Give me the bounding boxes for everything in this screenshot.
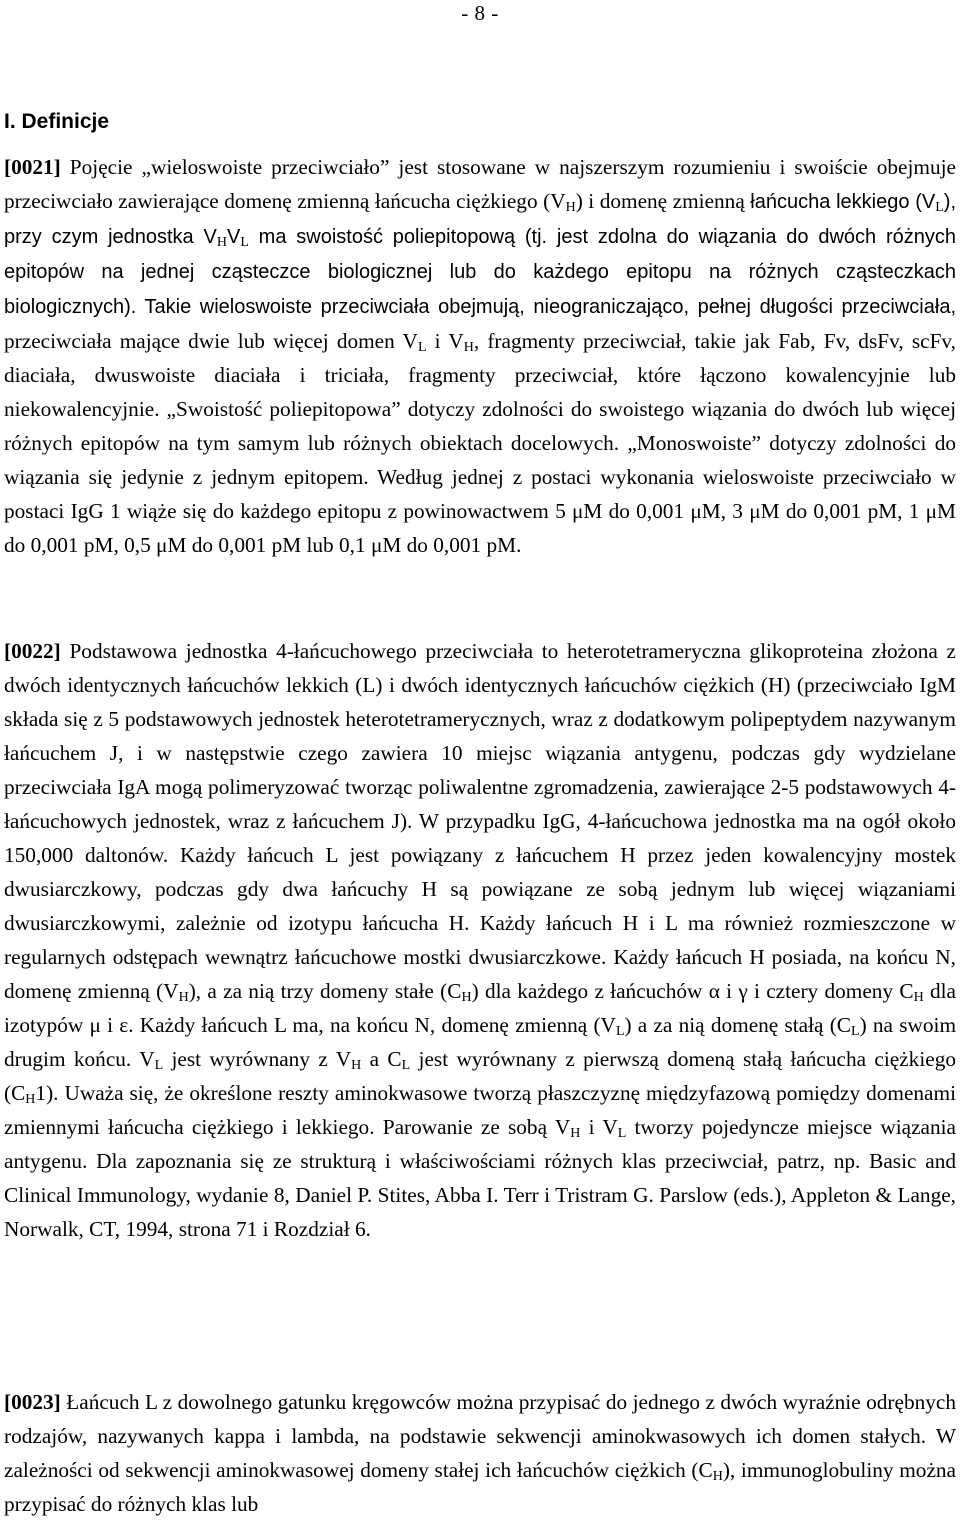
subscript: L xyxy=(417,340,427,355)
text-run: Pojęcie „wieloswoiste przeciwciało” jest stosowane w najszerszym rozumieniu i swoiście obejmuje przeciwciało zawierające domenę zmienną łańcucha ciężkiego (V xyxy=(4,155,956,213)
text-run: , fragmenty przeciwciał, takie jak Fab, Fv, dsFv, scFv, diaciała, dwuswoiste diaciała i triciała, fragmenty przeciwciał, które łączono kowalencyjnie lub niekowalencyjnie. „Swoistość poliepitopowa” dotyczy zdolności do swoistego wiązania do dwóch lub więcej różnych epitopów na tym samym lub różnych obiektach docelowych. „Monoswoiste” dotyczy zdolności do wiązania się jedynie z jednym epitopem. Według jednej z postaci wykonania wieloswoiste przeciwciało w postaci IgG 1 wiąże się do każdego epitopu z powinowactwem 5 μM do 0,001 μM, 3 μM do 0,001 pM, 1 μM do 0,001 pM, 0,5 μM do 0,001 pM lub 0,1 μM do 0,001 pM. xyxy=(4,329,957,557)
page-number: - 8 - xyxy=(461,1,499,25)
subscript: H xyxy=(463,340,474,355)
subscript: H xyxy=(216,235,227,250)
subscript: H xyxy=(25,1092,36,1107)
subscript: H xyxy=(913,990,924,1005)
text-run: ) i domenę zmienną xyxy=(575,189,751,213)
text-run: ), immunoglobuliny można przypisać do różnych klas lub xyxy=(4,1458,957,1516)
text-run: ) dla każdego z łańcuchów α i γ i cztery domeny C xyxy=(471,979,914,1003)
subscript: H xyxy=(565,200,576,215)
subscript: L xyxy=(851,1024,860,1039)
paragraph-body xyxy=(4,1390,956,1516)
text-run: a C xyxy=(361,1047,402,1071)
text-run: V xyxy=(226,226,241,248)
text-run: Podstawowa jednostka 4-łańcuchowego przeciwciała to heterotetrameryczna glikoproteina złożona z dwóch identycznych łańcuchów lekkich (L) i dwóch identycznych łańcuchów ciężkich (H) (przeciwciało IgM składa się z 5 podstawowych jednostek heterotetramerycznych, wraz z dodatkowym polipeptydem nazywanym łańcuchem J, i w następstwie czego zawiera 10 miejsc wiązania antygenu, podczas gdy wydzielane przeciwciała IgA mogą polimeryzować tworząc poliwalentne zgromadzenia, zawierające 2-5 podstawowych 4-łańcuchowych jednostek, wraz z łańcuchem J). W przypadku IgG, 4-łańcuchowa jednostka ma na ogół około 150,000 daltonów. Każdy łańcuch L jest powiązany z łańcuchem H przez jeden kowalencyjny mostek dwusiarczkowy, podczas gdy dwa łańcuchy H są powiązane ze sobą jednym lub więcej wiązaniami dwusiarczkowymi, zależnie od izotypu łańcucha H. Każdy łańcuch H i L ma również rozmieszczone w regularnych odstępach wewnątrz łańcuchowe mostki dwusiarczkowe. Każdy łańcuch H posiada, na końcu N, domenę zmienną (V xyxy=(4,639,956,1003)
text-run: 1). Uważa się, że określone reszty aminokwasowe tworzą płaszczyznę międzyfazową pomiędzy domenami zmiennymi łańcucha ciężkiego i lekkiego. Parowanie ze sobą V xyxy=(4,1081,956,1139)
paragraph-body xyxy=(4,639,956,1241)
subscript: H xyxy=(461,990,472,1005)
paragraph-0021 xyxy=(4,150,956,562)
paragraph-0022 xyxy=(4,634,956,1246)
text-run: tworzy pojedyncze miejsce wiązania antygenu. Dla zapoznania się ze strukturą i właściwościami różnych klas przeciwciał, patrz, np. Basic and Clinical Immunology, wydanie 8, Daniel P. Stites, Abba I. Terr i Tristram G. Parslow (eds.), Appleton & Lange, Norwalk, CT, 1994, strona 71 i Rozdział 6. xyxy=(4,1115,957,1241)
paragraph-id: [0023] xyxy=(4,1390,61,1414)
paragraph-id: [0022] xyxy=(4,639,61,663)
text-run: dla izotypów μ i ε. Każdy łańcuch L ma, na końcu N, domenę zmienną (V xyxy=(4,979,956,1037)
subscript: L xyxy=(240,235,249,250)
text-run: ) na swoim drugim końcu. V xyxy=(4,1013,957,1071)
subscript: H xyxy=(712,1469,723,1484)
subscript: L xyxy=(935,200,944,215)
text-run: przeciwciała mające dwie lub więcej domen V xyxy=(4,329,418,353)
paragraph-0023 xyxy=(4,1385,956,1521)
subscript: L xyxy=(401,1058,411,1073)
subscript: L xyxy=(615,1024,625,1039)
subscript: L xyxy=(154,1058,164,1073)
text-run: ), a za nią trzy domeny stałe (C xyxy=(188,979,462,1003)
text-run: ma swoistość poliepitopową (tj. jest zdolna do wiązania do dwóch różnych epitopów na jednej cząsteczce biologicznej lub do każdego epitopu na różnych cząsteczkach biologicznych). Takie wieloswoiste przeciwciała obejmują, nieograniczająco, pełnej długości przeciwciała, xyxy=(4,226,957,318)
text-run: i V xyxy=(580,1115,618,1139)
subscript: H xyxy=(178,990,189,1005)
section-heading: I. Definicje xyxy=(4,110,110,133)
subscript: H xyxy=(570,1126,581,1141)
text-run: jest wyrównany z pierwszą domeną stałą łańcucha ciężkiego (C xyxy=(4,1047,956,1105)
text-run: Łańcuch L z dowolnego gatunku kręgowców można przypisać do jednego z dwóch wyraźnie odrębnych rodzajów, nazywanych kappa i lambda, na podstawie sekwencji aminokwasowych ich domen stałych. W zależności od sekwencji aminokwasowej domeny stałej ich łańcuchów ciężkich (C xyxy=(4,1390,956,1482)
paragraph-body xyxy=(4,155,956,557)
document-page xyxy=(4,0,956,1521)
text-run: łańcucha lekkiego (V xyxy=(750,191,936,213)
text-run: jest wyrównany z V xyxy=(163,1047,352,1071)
text-run: ) a za nią domenę stałą (C xyxy=(624,1013,852,1037)
text-run: ), przy czym jednostka V xyxy=(4,191,956,248)
subscript: L xyxy=(617,1126,627,1141)
subscript: H xyxy=(351,1058,362,1073)
paragraph-id: [0021] xyxy=(4,155,61,179)
text-run: i V xyxy=(426,329,464,353)
